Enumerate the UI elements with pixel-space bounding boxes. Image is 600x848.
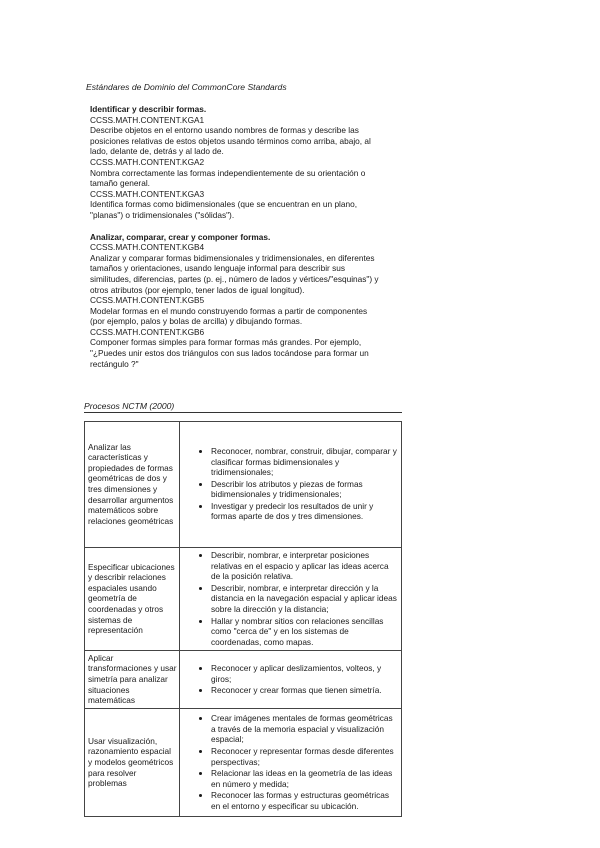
expectations-cell (180, 709, 402, 817)
standard-description: Describe objetos en el entorno usando nombres de formas y describe las posiciones relativas de estos objetos usando términos como arriba, abajo, al lado, delante de, detrás y al lado de. (90, 125, 371, 157)
document-title: Estándares de Dominio del CommonCore Standards (86, 82, 287, 92)
expectations-list (180, 663, 397, 696)
procesos-title: Procesos NCTM (2000) (84, 401, 175, 411)
title-underline (84, 412, 402, 413)
standards-list (90, 104, 382, 369)
list-item: • Describir, nombrar, e interpretar dirección y la distancia en la navegación espacial y aplicar ideas sobre la dirección y la distancia; (211, 583, 397, 615)
standard-code: CCSS.MATH.CONTENT.KGA1 (90, 114, 205, 125)
standard-code: CCSS.MATH.CONTENT.KGB5 (90, 295, 205, 306)
expectations-cell (180, 422, 402, 548)
standard-description: Analizar y comparar formas bidimensionales y tridimensionales, en diferentes tamaños y orientaciones, usando lenguaje informal para describir sus similitudes, diferencias, partes (p. ej., número de lados y vértices/"esquinas") y otros atributos (por ejemplo, tener lados de igual longitud). (90, 252, 379, 295)
process-label: Analizar las características y propiedades de formas geométricas de dos y tres dimensiones y desarrollar argumentos matemáticos sobre relaciones geométricas (88, 441, 174, 526)
section-heading: Analizar, comparar, crear y componer formas. (90, 231, 271, 242)
process-label: Aplicar transformaciones y usar simetría para analizar situaciones matemáticas (88, 652, 177, 706)
table-row (85, 709, 402, 817)
process-label: Especificar ubicaciones y describir relaciones espaciales usando geometría de coordenadas y otros sistemas de representación (88, 561, 175, 636)
expectations-cell (180, 548, 402, 651)
section-spacer (90, 221, 382, 232)
list-item: • Describir los atributos y piezas de formas bidimensionales y tridimensionales; (211, 479, 397, 500)
process-cell (85, 548, 180, 651)
standard-description: Identifica formas como bidimensionales (que se encuentran en un plano, "planas") o tridimensionales ("sólidas"). (90, 199, 358, 220)
expectations-list (180, 446, 397, 522)
procesos-table (84, 421, 402, 817)
expectations-cell (180, 651, 402, 709)
standard-code: CCSS.MATH.CONTENT.KGA2 (90, 156, 205, 167)
list-item: • Reconocer, nombrar, construir, dibujar, comparar y clasificar formas bidimensionales y tridimensionales; (211, 446, 397, 478)
process-cell (85, 422, 180, 548)
expectations-list (180, 713, 397, 811)
standard-code: CCSS.MATH.CONTENT.KGA3 (90, 188, 205, 199)
process-cell (85, 709, 180, 817)
process-cell (85, 651, 180, 709)
list-item: • Reconocer las formas y estructuras geométricas en el entorno y especificar su ubicación. (211, 790, 397, 811)
standard-code: CCSS.MATH.CONTENT.KGB4 (90, 242, 205, 253)
list-item: • Describir, nombrar, e interpretar posiciones relativas en el espacio y aplicar las ideas acerca de la posición relativa. (211, 550, 397, 582)
standard-description: Modelar formas en el mundo construyendo formas a partir de componentes (por ejemplo, palos y bolas de arcilla) y dibujando formas. (90, 305, 368, 327)
standard-code: CCSS.MATH.CONTENT.KGB6 (90, 326, 205, 337)
list-item: • Crear imágenes mentales de formas geométricas a través de la memoria espacial y visualización espacial; (211, 713, 397, 745)
list-item: • Reconocer y crear formas que tienen simetría. (211, 685, 397, 696)
list-item: • Investigar y predecir los resultados de unir y formas aparte de dos y tres dimensiones. (211, 501, 397, 522)
list-item: • Relacionar las ideas en la geometría de las ideas en número y medida; (211, 768, 397, 789)
table-row (85, 422, 402, 548)
table-row (85, 651, 402, 709)
section-heading: Identificar y describir formas. (90, 104, 207, 114)
list-item: • Hallar y nombrar sitios con relaciones sencillas como "cerca de" y en los sistemas de coordenadas, como mapas. (211, 616, 397, 648)
standard-description: Componer formas simples para formar formas más grandes. Por ejemplo, "¿Puedes unir estos dos triángulos con sus lados tocándose para formar un rectángulo ?" (90, 337, 369, 369)
table-row (85, 548, 402, 651)
expectations-list (180, 550, 397, 647)
standard-description: Nombra correctamente las formas independientemente de su orientación o tamaño general. (90, 167, 366, 189)
list-item: • Reconocer y aplicar deslizamientos, volteos, y giros; (211, 663, 397, 684)
list-item: • Reconocer y representar formas desde diferentes perspectivas; (211, 746, 397, 767)
process-label: Usar visualización, razonamiento espacial y modelos geométricos para resolver problemas (88, 735, 174, 789)
